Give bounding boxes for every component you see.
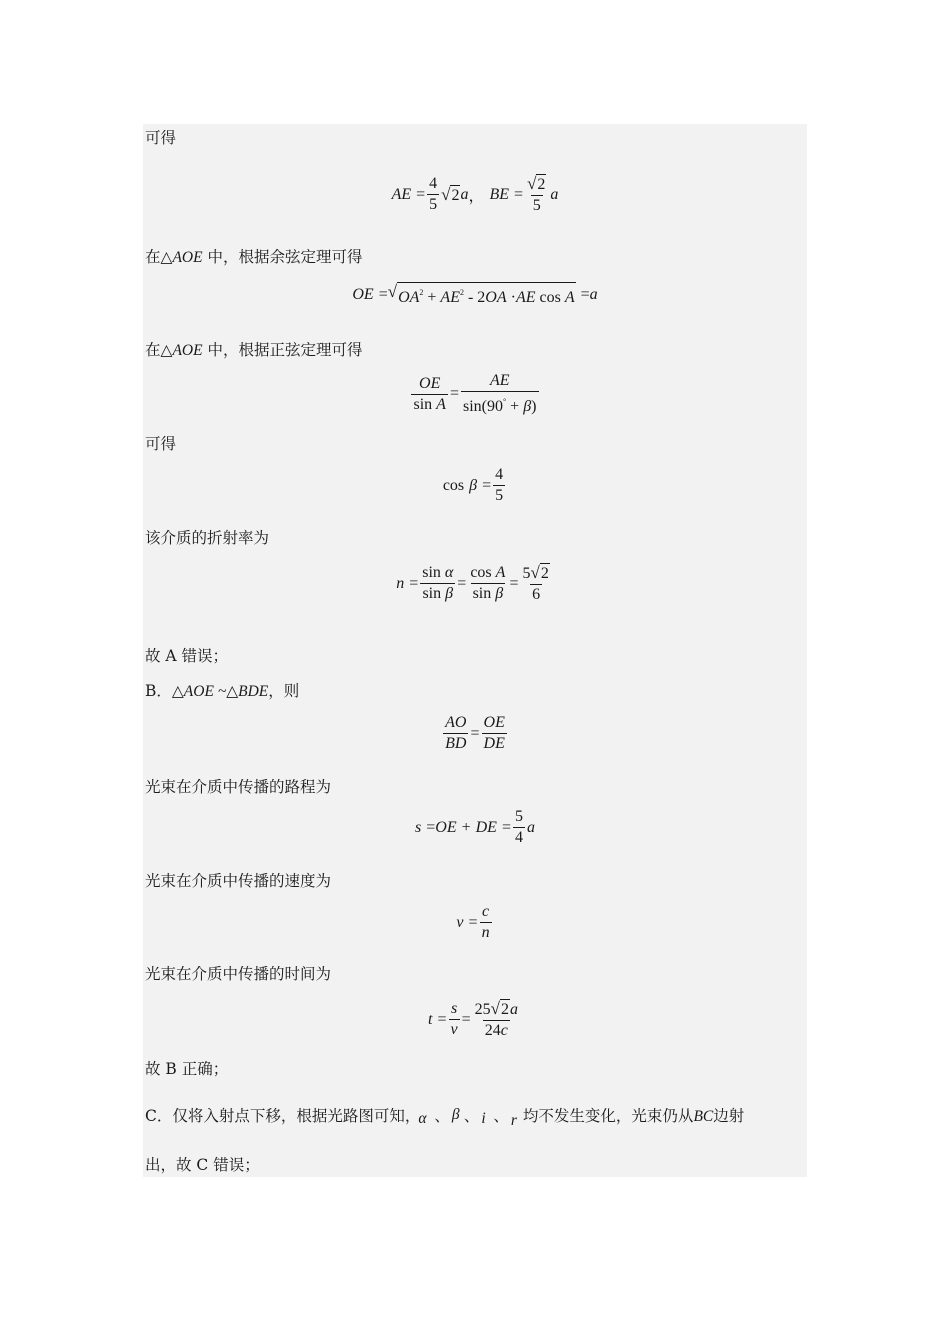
text-line: 光束在介质中传播的速度为	[145, 872, 332, 890]
text-line: 在△AOE 中，根据正弦定理可得	[145, 341, 363, 359]
text-line: 故 A 错误；	[145, 647, 229, 665]
equation-path-length: s = OE + DE = $\frac{5}{4}$ a	[415, 808, 535, 846]
text-line: 光束在介质中传播的路程为	[145, 778, 332, 796]
equation-similar-triangles: $\frac{AO}{BD}$ = $\frac{OE}{DE}$	[445, 714, 505, 752]
equation-sine-law: $\frac{OE}{\text{sin A}}$ = $\frac{AE}{\sin(90^\circ + \beta)}$	[413, 372, 537, 415]
text-line: 在△AOE 中，根据余弦定理可得	[145, 248, 363, 266]
text-line: 出，故 C 错误；	[145, 1156, 260, 1174]
text-line: 光束在介质中传播的时间为	[145, 965, 332, 983]
text-line: 故 B 正确；	[145, 1060, 229, 1078]
text-line: 可得	[145, 129, 177, 147]
text-line: 该介质的折射率为	[145, 529, 270, 547]
text-line: B．△AOE ~△BDE，则	[145, 682, 300, 700]
equation-ae-be: AE = $\frac{4}{5}$ √ 2 a ， BE = √ 2 5 a	[391, 174, 559, 214]
equation-speed: v = $\frac{c}{n}$	[456, 903, 490, 941]
equation-cos-beta: cos β = $\frac{4}{5}$	[442, 466, 504, 504]
text-line: C．仅将入射点下移，根据光路图可知， α 、 β 、 i 、 r 均不发生变化，光束仍从BC边射	[145, 1106, 745, 1129]
equation-time: t = $\frac{s}{v}$ = 25 √ 2 a 24c	[428, 999, 518, 1039]
text-line: 可得	[145, 435, 177, 453]
equation-refractive-index: n = $\frac{\text{sin α}}{\text{sin β}}$ = $\frac{\text{cos A}}{\text{sin β}}$ = 5 √ 2 6	[396, 563, 549, 603]
equation-cosine-law: OE = √ $OA^2 + AE^2 - 2OA \cdot AE$ cos A = a	[352, 282, 598, 306]
